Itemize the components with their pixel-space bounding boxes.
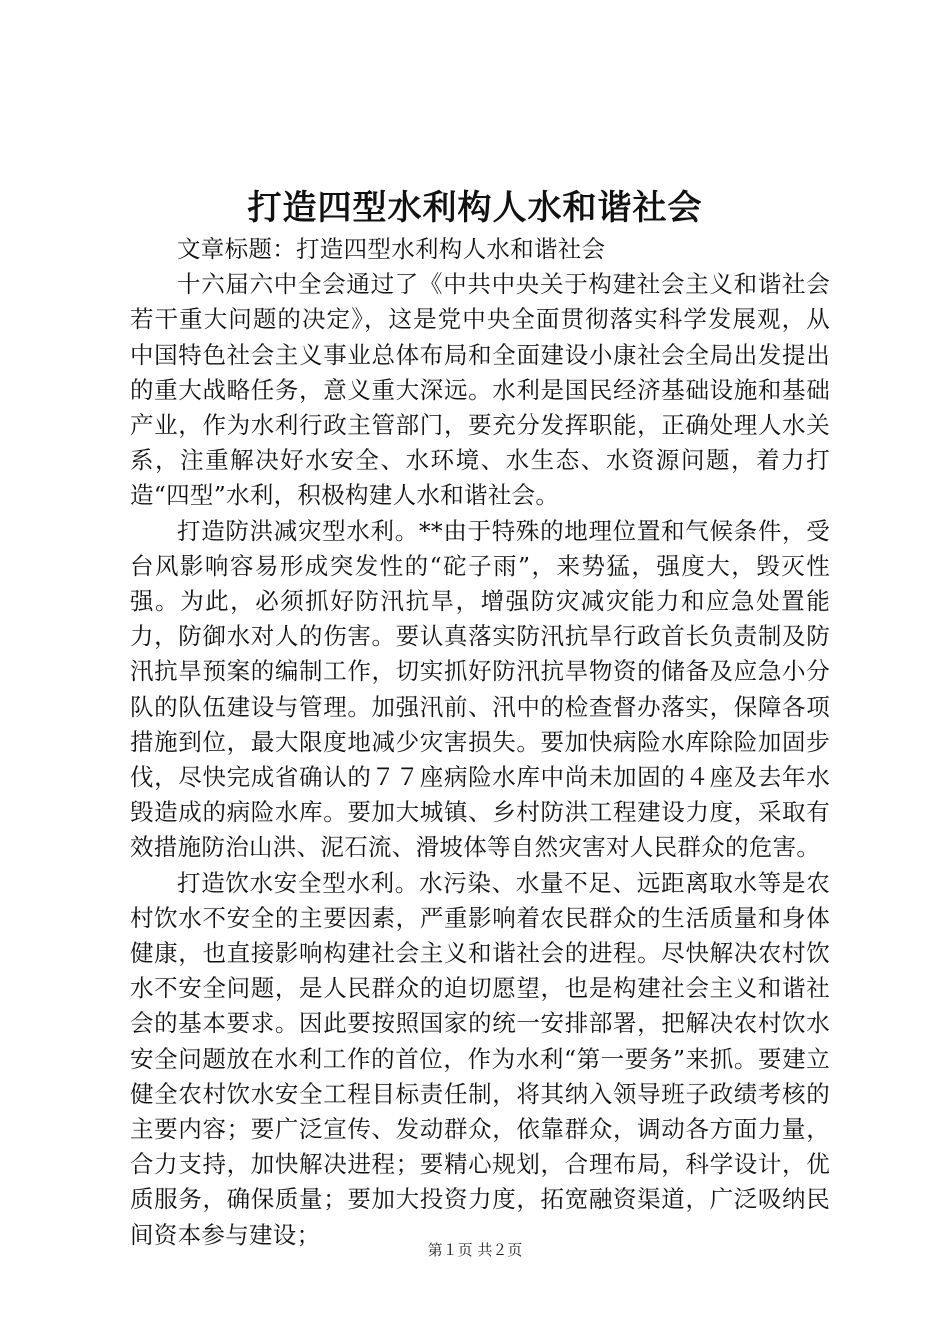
page-footer: 第１页 共２页: [427, 1241, 523, 1259]
document-title: 打造四型水利构人水和谐社会: [247, 188, 703, 228]
paragraph-flood-control: 打造防洪减灾型水利。**由于特殊的地理位置和气候条件，受台风影响容易形成突发性的“砣子雨”，来势猛，强度大，毁灭性强。为此，必须抓好防汛抗旱，增强防灾减灾能力和应急处置能力，防御水对人的伤害。要认真落实防汛抗旱行政首长负责制及防汛抗旱预案的编制工作，切实抓好防汛抗旱物资的储备及应急小分队的队伍建设与管理。加强汛前、汛中的检查督办落实，保障各项措施到位，最大限度地减少灾害损失。要加快病险水库除险加固步伐，尽快完成省确认的７７座病险水库中尚未加固的４座及去年水毁造成的病险水库。要加大城镇、乡村防洪工程建设力度，采取有效措施防治山洪、泥石流、滑坡体等自然灾害对人民群众的危害。: [130, 516, 830, 862]
article-title-line: 文章标题：打造四型水利构人水和谐社会: [177, 235, 606, 263]
paragraph-intro: 十六届六中全会通过了《中共中央关于构建社会主义和谐社会若干重大问题的决定》，这是党中央全面贯彻落实科学发展观，从中国特色社会主义事业总体布局和全面建设小康社会全局出发提出的重大战略任务，意义重大深远。水利是国民经济基础设施和基础产业，作为水利行政主管部门，要充分发挥职能，正确处理人水关系，注重解决好水安全、水环境、水生态、水资源问题，着力打造“四型”水利，积极构建人水和谐社会。: [130, 270, 830, 510]
paragraph-drinking-water: 打造饮水安全型水利。水污染、水量不足、远距离取水等是农村饮水不安全的主要因素，严重影响着农民群众的生活质量和身体健康，也直接影响构建社会主义和谐社会的进程。尽快解决农村饮水不安全问题，是人民群众的迫切愿望，也是构建社会主义和谐社会的基本要求。因此要按照国家的统一安排部署，把解决农村饮水安全问题放在水利工作的首位，作为水利“第一要务”来抓。要建立健全农村饮水安全工程目标责任制，将其纳入领导班子政绩考核的主要内容；要广泛宣传、发动群众，依靠群众，调动各方面力量，合力支持，加快解决进程；要精心规划，合理布局，科学设计，优质服务，确保质量；要加大投资力度，拓宽融资渠道，广泛吸纳民间资本参与建设；: [130, 868, 830, 1249]
document-body: [130, 232, 830, 1253]
